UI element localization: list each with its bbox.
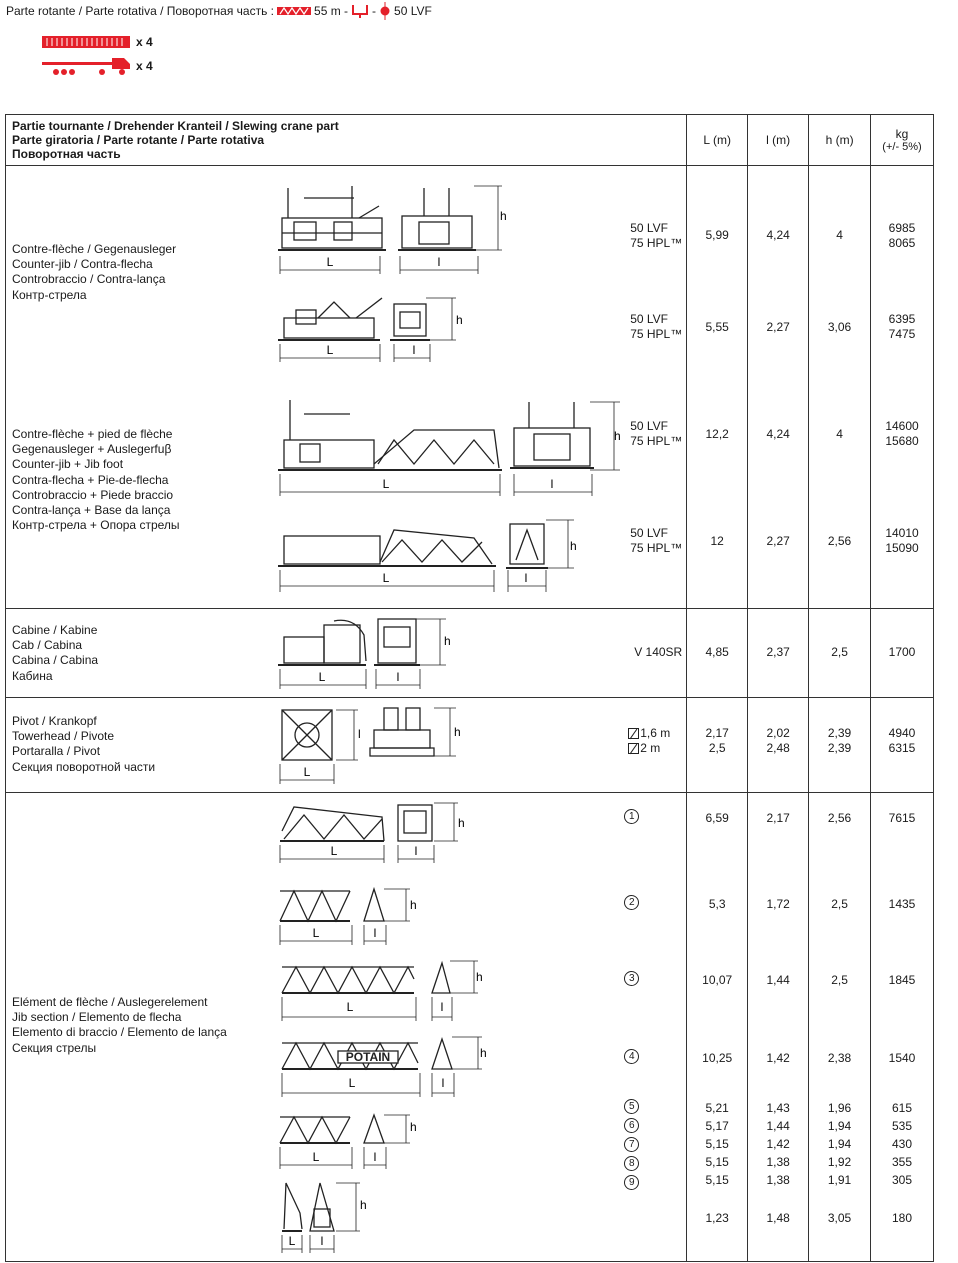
value-h: 2,5 xyxy=(831,645,848,659)
value-l: 1,44 xyxy=(766,973,790,987)
jib-num-5 xyxy=(624,1099,642,1114)
jib-num-2 xyxy=(624,895,642,910)
value-h: 2,5 xyxy=(831,897,848,911)
value-kg: 535 xyxy=(892,1119,913,1133)
value-h: 1,94 xyxy=(827,1119,852,1133)
dim-h: h xyxy=(476,970,483,984)
value-h: 2,5 xyxy=(831,973,848,987)
value-h xyxy=(809,726,870,756)
value-kg: 1435 xyxy=(888,897,916,911)
value-kg xyxy=(871,221,933,251)
value-h: 3,05 xyxy=(827,1211,852,1225)
model-label: 75 HPL™ xyxy=(630,540,683,555)
value-h: 4 xyxy=(836,427,843,441)
value-kg xyxy=(871,726,933,756)
kg-value: 15680 xyxy=(885,434,919,448)
value-kg: 1845 xyxy=(888,973,916,987)
square-section-icon xyxy=(628,743,639,754)
title-line: Поворотная часть xyxy=(12,147,121,161)
dim-l: l xyxy=(373,926,377,940)
value-l: 1,48 xyxy=(766,1211,790,1225)
model-label: 50 LVF xyxy=(630,526,668,540)
dim-L: L xyxy=(326,255,334,269)
model-label: 75 HPL™ xyxy=(630,433,683,448)
dim-h: h xyxy=(500,209,507,223)
dim-h: h xyxy=(458,816,465,830)
value-l: 1,43 xyxy=(766,1101,790,1115)
dim-h: h xyxy=(410,1120,417,1134)
jib-num-9 xyxy=(624,1175,642,1190)
kg-value: 14010 xyxy=(885,526,919,540)
load-count: x 4 xyxy=(136,35,153,49)
jib-num-3 xyxy=(624,971,642,986)
value-L xyxy=(687,726,747,756)
value-L: 5,17 xyxy=(705,1119,729,1133)
col-header-width: l (m) xyxy=(748,115,809,166)
label-line: Elément de flèche / Auslegerelement xyxy=(12,995,208,1009)
transport-info xyxy=(42,30,153,78)
value-L: 1,23 xyxy=(705,1211,729,1225)
cell: 2,39 xyxy=(827,741,852,755)
jib-drawing-5-9 xyxy=(274,1113,434,1173)
title-line: Parte giratoria / Parte rotante / Parte rotativa xyxy=(12,133,265,147)
value-l: 4,24 xyxy=(766,228,790,242)
counterjib-foot-row1-models xyxy=(630,419,682,448)
dim-h: h xyxy=(360,1198,367,1212)
table-title xyxy=(6,115,687,166)
value-L: 5,15 xyxy=(705,1137,729,1151)
dim-L: L xyxy=(330,844,338,858)
pivot-kg xyxy=(871,698,934,793)
value-L: 10,25 xyxy=(702,1051,733,1065)
counterjib-label xyxy=(12,242,176,303)
dim-L: L xyxy=(326,343,334,357)
value-kg: 355 xyxy=(892,1155,913,1169)
section-cab xyxy=(6,609,934,698)
dim-h: h xyxy=(614,429,621,443)
label-line: Controbraccio / Contra-lança xyxy=(12,272,166,287)
circled-number: 4 xyxy=(624,1049,639,1064)
counterjib-foot-row2-models xyxy=(630,526,682,555)
section-pivot-desc xyxy=(6,698,687,793)
label-line: Controbraccio + Piede braccio xyxy=(12,487,174,502)
label-line: Jib section / Elemento de flecha xyxy=(12,1010,182,1025)
dim-l: l xyxy=(358,727,361,741)
jib-L xyxy=(687,793,748,1262)
jib-drawing-4 xyxy=(274,1037,494,1101)
jib-tip-drawing xyxy=(274,1179,384,1257)
section-counterjib-L xyxy=(687,166,748,609)
label-line: Секция поворотной части xyxy=(12,759,156,774)
size-label: 2 m xyxy=(640,740,661,755)
brand-potain-text: POTAIN xyxy=(345,1050,391,1064)
label-line: Portaralla / Pivot xyxy=(12,744,101,759)
truck-count: x 4 xyxy=(136,59,153,73)
value-kg: 430 xyxy=(892,1137,913,1151)
cab-label xyxy=(12,623,98,684)
dim-l: l xyxy=(550,477,554,491)
label-line: Контр-стрела xyxy=(12,287,87,302)
value-h: 1,91 xyxy=(827,1173,852,1187)
value-L: 5,15 xyxy=(705,1173,729,1187)
jib-length: 55 m - xyxy=(314,4,349,18)
dim-L: L xyxy=(346,1000,354,1014)
dim-h: h xyxy=(570,539,577,553)
value-h: 3,06 xyxy=(827,320,852,334)
cell: 2,39 xyxy=(827,726,852,740)
jib-num-8 xyxy=(624,1156,642,1171)
dim-L: L xyxy=(303,765,311,779)
value-L: 12,2 xyxy=(705,427,729,441)
circled-number: 7 xyxy=(624,1137,639,1152)
circled-number: 2 xyxy=(624,895,639,910)
value-L: 5,55 xyxy=(705,320,729,334)
cab-L xyxy=(687,609,748,698)
dim-h: h xyxy=(454,725,461,739)
model-label: 75 HPL™ xyxy=(630,326,683,341)
counterjib-foot-drawing-1 xyxy=(274,400,626,510)
cell: 2,5 xyxy=(708,741,726,755)
label-line: Counter-jib / Contra-flecha xyxy=(12,257,153,272)
value-kg: 305 xyxy=(892,1173,913,1187)
jib-l xyxy=(748,793,809,1262)
value-l: 1,44 xyxy=(766,1119,790,1133)
counterjib-drawing-1 xyxy=(274,178,507,278)
value-kg xyxy=(871,312,933,342)
label-line: Contre-flèche + pied de flèche xyxy=(12,427,173,441)
circled-number: 9 xyxy=(624,1175,639,1190)
section-counterjib-kg xyxy=(871,166,934,609)
value-l: 2,27 xyxy=(766,534,790,548)
model-label: 50 LVF xyxy=(630,419,668,433)
load-segments-icon xyxy=(42,35,130,49)
dim-l: l xyxy=(441,1076,445,1090)
value-h: 1,92 xyxy=(827,1155,852,1169)
model-label: 50 LVF xyxy=(630,221,668,235)
col-header-weight xyxy=(871,115,934,166)
dim-l: l xyxy=(412,343,416,357)
pivot-h xyxy=(809,698,871,793)
dim-L: L xyxy=(382,571,390,585)
section-counterjib-desc xyxy=(6,166,687,609)
jib-drawing-3 xyxy=(274,961,494,1025)
value-L: 10,07 xyxy=(702,973,733,987)
section-counterjib-h xyxy=(809,166,871,609)
counterjib-row1-models xyxy=(630,221,682,250)
jib-h xyxy=(809,793,871,1262)
label-line: Секция стрелы xyxy=(12,1040,97,1055)
label-line: Contra-lança + Base da lança xyxy=(12,503,171,518)
kg-value: 15090 xyxy=(885,541,919,555)
value-kg xyxy=(871,419,933,449)
dim-L: L xyxy=(312,926,320,940)
value-kg xyxy=(871,526,933,556)
pivot-label xyxy=(12,714,155,775)
cell: 2,02 xyxy=(766,726,790,740)
value-L: 5,3 xyxy=(708,897,726,911)
label-line: Pivot / Krankopf xyxy=(12,714,97,728)
value-l: 2,27 xyxy=(766,320,790,334)
jib-kg xyxy=(871,793,934,1262)
table-header-row xyxy=(6,115,934,166)
value-l: 2,37 xyxy=(766,645,790,659)
jib-num-4 xyxy=(624,1049,642,1064)
cell: 6315 xyxy=(888,741,916,755)
label-line: Контр-стрела + Опора стрелы xyxy=(12,518,180,533)
title-line: Partie tournante / Drehender Kranteil / Slewing crane part xyxy=(12,119,339,133)
value-L: 4,85 xyxy=(705,645,729,659)
circled-number: 8 xyxy=(624,1156,639,1171)
dim-l: l xyxy=(437,255,441,269)
label-line: Gegenausleger + Auslegerfuβ xyxy=(12,442,172,457)
value-l: 2,17 xyxy=(766,811,790,825)
dim-h: h xyxy=(410,898,417,912)
jib-drawing-1 xyxy=(274,801,474,869)
value-kg: 1700 xyxy=(888,645,916,659)
cell: 4940 xyxy=(888,726,916,740)
cell: 2,17 xyxy=(705,726,729,740)
jib-drawing-2 xyxy=(274,885,434,949)
value-l: 4,24 xyxy=(766,427,790,441)
slewing-part-table xyxy=(5,114,934,1262)
label-line: Cabine / Kabine xyxy=(12,623,98,637)
jib-trolley-icon xyxy=(277,5,311,17)
pivot-size-1 xyxy=(628,726,670,741)
dim-h: h xyxy=(480,1046,487,1060)
label-line: Counter-jib + Jib foot xyxy=(12,457,124,472)
pivot-l xyxy=(748,698,809,793)
value-h: 2,38 xyxy=(827,1051,852,1065)
value-h: 1,94 xyxy=(827,1137,852,1151)
label-line: Elemento di braccio / Elemento de lança xyxy=(12,1025,227,1040)
value-l: 1,42 xyxy=(766,1137,790,1151)
value-L: 12 xyxy=(710,534,724,548)
value-kg: 180 xyxy=(892,1211,913,1225)
counterjib-row2-models xyxy=(630,312,682,341)
dim-h: h xyxy=(456,313,463,327)
label-line: Contra-flecha + Pie-de-flecha xyxy=(12,472,169,487)
pivot-L xyxy=(687,698,748,793)
section-cab-desc xyxy=(6,609,687,698)
value-L: 5,15 xyxy=(705,1155,729,1169)
transport-row-truck xyxy=(42,54,153,78)
value-h: 1,96 xyxy=(827,1101,852,1115)
header-dash: - xyxy=(372,4,377,18)
slewing-point-icon xyxy=(379,2,391,20)
label-line: Contre-flèche / Gegenausleger xyxy=(12,242,177,256)
dim-l: l xyxy=(373,1150,377,1164)
truck-icon xyxy=(42,56,130,76)
value-l xyxy=(748,726,808,756)
jib-num-7 xyxy=(624,1137,642,1152)
dim-l: l xyxy=(320,1234,324,1248)
section-pivot xyxy=(6,698,934,793)
dim-l: l xyxy=(524,571,528,585)
cab-kg xyxy=(871,609,934,698)
label-line: Cab / Cabina xyxy=(12,638,83,653)
kg-value: 8065 xyxy=(888,236,916,250)
hook-icon xyxy=(351,3,369,19)
model-label: 50 LVF xyxy=(630,312,668,326)
model-label: 75 HPL™ xyxy=(630,235,683,250)
section-counterjib xyxy=(6,166,934,609)
value-h: 2,56 xyxy=(827,811,852,825)
cab-h xyxy=(809,609,871,698)
kg-value: 14600 xyxy=(885,419,919,433)
circled-number: 6 xyxy=(624,1118,639,1133)
value-l: 1,38 xyxy=(766,1173,790,1187)
header-prefix: Parte rotante / Parte rotativa / Поворотная часть : xyxy=(6,4,275,18)
col-header-height: h (m) xyxy=(809,115,871,166)
label-line: Кабина xyxy=(12,668,53,683)
value-kg: 7615 xyxy=(888,811,916,825)
pivot-drawing xyxy=(274,704,474,788)
jib-label xyxy=(12,995,227,1056)
kg-value: 6985 xyxy=(888,221,916,235)
label-line: Cabina / Cabina xyxy=(12,653,99,668)
jib-num-1 xyxy=(624,809,642,824)
value-h: 2,56 xyxy=(827,534,852,548)
circled-number: 5 xyxy=(624,1099,639,1114)
value-L: 5,21 xyxy=(705,1101,729,1115)
cell: 2,48 xyxy=(766,741,790,755)
value-l: 1,42 xyxy=(766,1051,790,1065)
size-label: 1,6 m xyxy=(640,726,671,740)
square-section-icon xyxy=(628,728,639,739)
value-kg: 1540 xyxy=(888,1051,916,1065)
dim-l: l xyxy=(414,844,418,858)
pivot-sizes xyxy=(628,726,670,755)
cab-model: V 140SR xyxy=(634,645,683,659)
section-counterjib-l xyxy=(748,166,809,609)
dim-L: L xyxy=(318,670,326,684)
cab-l xyxy=(748,609,809,698)
circled-number: 1 xyxy=(624,809,639,824)
dim-l: l xyxy=(396,670,400,684)
label-line: Towerhead / Pivote xyxy=(12,729,115,744)
pivot-size-2 xyxy=(628,741,670,756)
value-kg: 615 xyxy=(892,1101,913,1115)
header-model: 50 LVF xyxy=(394,4,432,18)
value-L: 5,99 xyxy=(705,228,729,242)
dim-L: L xyxy=(288,1234,296,1248)
dim-L: L xyxy=(312,1150,320,1164)
kg-label: kg xyxy=(895,127,909,141)
value-h: 4 xyxy=(836,228,843,242)
transport-row-load xyxy=(42,30,153,54)
section-jib xyxy=(6,793,934,1262)
kg-tolerance: (+/- 5%) xyxy=(882,141,922,153)
circled-number: 3 xyxy=(624,971,639,986)
value-l: 1,38 xyxy=(766,1155,790,1169)
value-L: 6,59 xyxy=(705,811,729,825)
dim-L: L xyxy=(382,477,390,491)
kg-value: 7475 xyxy=(888,327,916,341)
col-header-length: L (m) xyxy=(687,115,748,166)
jib-num-6 xyxy=(624,1118,642,1133)
counterjib-foot-label xyxy=(12,427,180,533)
kg-value: 6395 xyxy=(888,312,916,326)
dim-l: l xyxy=(440,1000,444,1014)
header-line xyxy=(6,2,432,20)
dim-h: h xyxy=(444,634,451,648)
value-l: 1,72 xyxy=(766,897,790,911)
section-jib-desc xyxy=(6,793,687,1262)
dim-L: L xyxy=(348,1076,356,1090)
cab-drawing xyxy=(274,615,464,693)
